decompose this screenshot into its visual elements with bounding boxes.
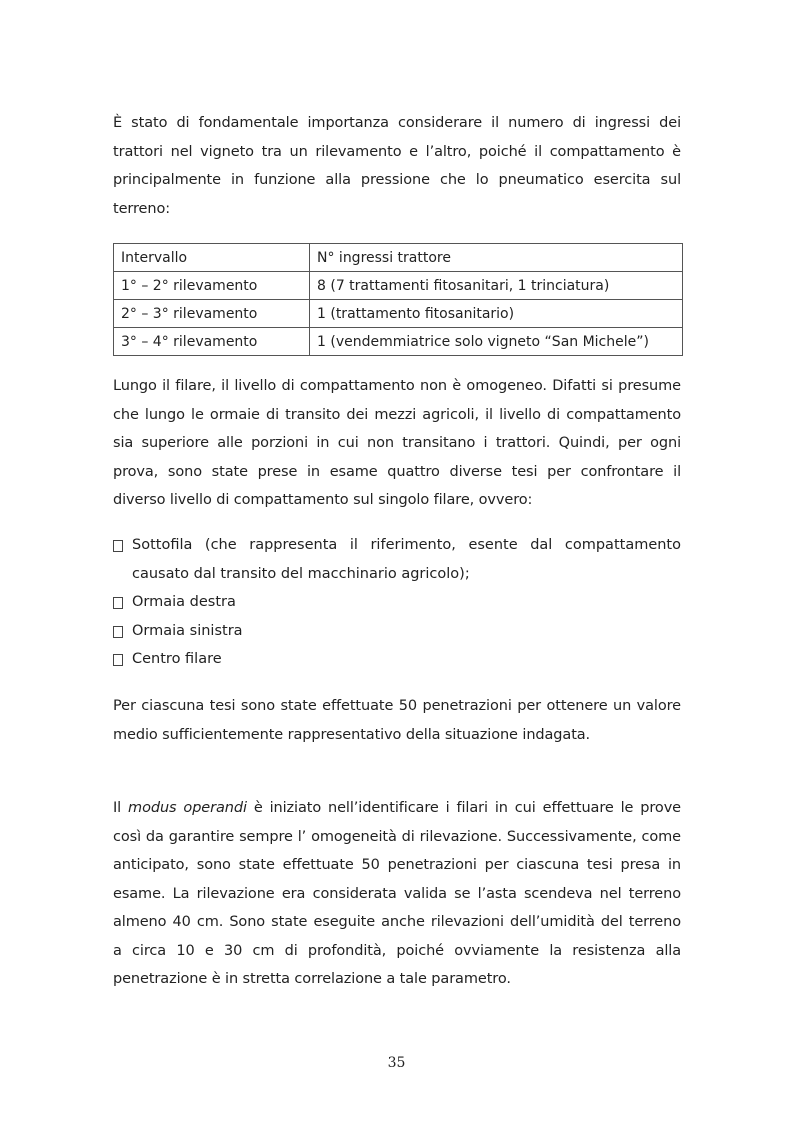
- text-line: È stato di fondamentale importanza considerare il numero di ingressi dei: [113, 115, 681, 131]
- text-fragment: è iniziato nell’identificare i filari in cui effettuare le prove: [246, 800, 682, 816]
- list-item-text: Ormaia destra: [132, 594, 236, 610]
- text-line: medio sufficientemente rappresentativo della situazione indagata.: [113, 726, 591, 743]
- list-item: [113, 645, 681, 674]
- checkbox-bullet-icon: [113, 540, 123, 552]
- list-item: [113, 531, 681, 588]
- text-line: penetrazione è in stretta correlazione a tale parametro.: [113, 971, 511, 987]
- text-line: trattori nel vigneto tra un rilevamento e l’altro, poiché il compattamento è: [113, 143, 681, 160]
- italic-term: modus operandi: [128, 800, 247, 816]
- table-cell: 1 (vendemmiatrice solo vigneto “San Michele”): [310, 328, 683, 356]
- table-header-cell: Intervallo: [114, 244, 310, 272]
- intro-paragraph: [113, 109, 681, 223]
- compaction-paragraph: [113, 372, 681, 515]
- table-header-row: [114, 244, 683, 272]
- text-line: che lungo le ormaie di transito dei mezzi agricoli, il livello di compattamento: [113, 406, 681, 423]
- text-line: [113, 794, 681, 823]
- text-fragment: Il: [113, 800, 129, 816]
- list-item-text: Centro filare: [132, 651, 222, 667]
- text-line: almeno 40 cm. Sono state eseguite anche rilevazioni dell’umidità del terreno: [113, 914, 681, 930]
- table-cell: 1 (trattamento fitosanitario): [310, 300, 683, 328]
- text-line: esame. La rilevazione era considerata valida se l’asta scendeva nel terreno: [113, 885, 681, 902]
- text-line: sia superiore alle porzioni in cui non transitano i trattori. Quindi, per ogni: [113, 435, 681, 451]
- checkbox-bullet-icon: [113, 597, 123, 609]
- text-line: anticipato, sono state effettuate 50 penetrazioni per ciascuna tesi presa in: [113, 857, 681, 873]
- checkbox-bullet-icon: [113, 626, 123, 638]
- table-header-cell: N° ingressi trattore: [310, 244, 683, 272]
- list-item: [113, 588, 681, 617]
- penetrations-paragraph: [113, 692, 681, 749]
- thesis-list: [113, 531, 681, 674]
- page-number: 35: [387, 1055, 406, 1071]
- text-line: principalmente in funzione alla pressione che lo pneumatico esercita sul: [113, 172, 681, 188]
- text-line: così da garantire sempre l’ omogeneità di rilevazione. Successivamente, come: [113, 828, 681, 845]
- table-row: [114, 328, 683, 356]
- text-line: Per ciascuna tesi sono state effettuate 50 penetrazioni per ottenere un valore: [113, 698, 681, 714]
- list-item-text: Ormaia sinistra: [132, 622, 243, 639]
- table-row: [114, 272, 683, 300]
- list-item-text: causato dal transito del macchinario agricolo);: [132, 565, 470, 582]
- table-row: [114, 300, 683, 328]
- table-cell: 1° – 2° rilevamento: [114, 272, 310, 300]
- table-cell: 2° – 3° rilevamento: [114, 300, 310, 328]
- table-cell: 8 (7 trattamenti fitosanitari, 1 trinciatura): [310, 272, 683, 300]
- text-line: prova, sono state prese in esame quattro diverse tesi per confrontare il: [113, 463, 681, 480]
- text-line: terreno:: [113, 200, 171, 217]
- table-cell: 3° – 4° rilevamento: [114, 328, 310, 356]
- list-item: [113, 617, 681, 646]
- text-line: a circa 10 e 30 cm di profondità, poiché ovviamente la resistenza alla: [113, 942, 681, 959]
- checkbox-bullet-icon: [113, 654, 123, 666]
- tractor-entries-table: [113, 243, 683, 356]
- list-item-text: Sottofila (che rappresenta il riferimento, esente dal compattamento: [132, 537, 681, 553]
- modus-operandi-paragraph: [113, 794, 681, 994]
- text-line: diverso livello di compattamento sul singolo filare, ovvero:: [113, 492, 533, 508]
- text-line: Lungo il filare, il livello di compattamento non è omogeneo. Difatti si presume: [113, 378, 681, 394]
